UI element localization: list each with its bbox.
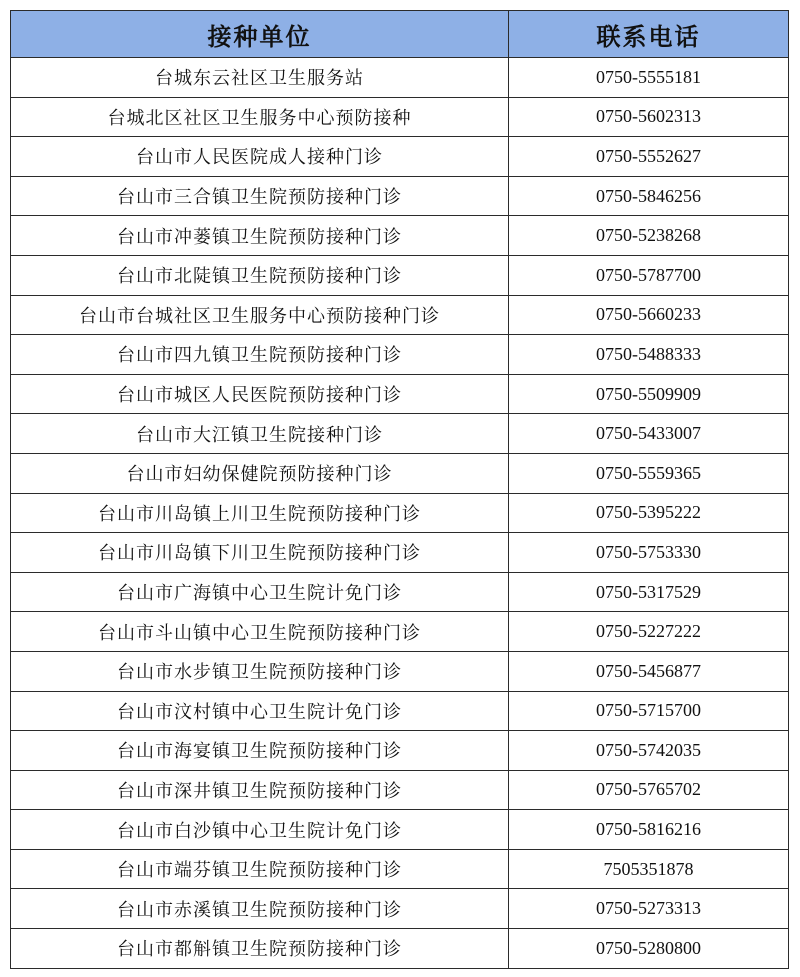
unit-name-cell: 台山市冲蒌镇卫生院预防接种门诊	[11, 216, 509, 256]
unit-name-cell: 台山市深井镇卫生院预防接种门诊	[11, 770, 509, 810]
unit-name-cell: 台山市水步镇卫生院预防接种门诊	[11, 651, 509, 691]
phone-number-cell: 0750-5395222	[509, 493, 789, 533]
table-row	[11, 849, 789, 889]
phone-number-cell: 0750-5273313	[509, 889, 789, 929]
unit-name-cell: 台山市台城社区卫生服务中心预防接种门诊	[11, 295, 509, 335]
header-row	[11, 11, 789, 58]
unit-name-cell: 台山市城区人民医院预防接种门诊	[11, 374, 509, 414]
table-row	[11, 533, 789, 573]
table-row	[11, 374, 789, 414]
phone-number-cell: 0750-5602313	[509, 97, 789, 137]
table-header	[11, 11, 789, 58]
table-row	[11, 414, 789, 454]
phone-number-cell: 0750-5555181	[509, 58, 789, 98]
unit-name-cell: 台山市斗山镇中心卫生院预防接种门诊	[11, 612, 509, 652]
table-row	[11, 612, 789, 652]
unit-name-cell: 台山市海宴镇卫生院预防接种门诊	[11, 731, 509, 771]
phone-number-cell: 0750-5660233	[509, 295, 789, 335]
phone-number-cell: 0750-5846256	[509, 176, 789, 216]
table-row	[11, 651, 789, 691]
phone-number-cell: 0750-5787700	[509, 255, 789, 295]
unit-name-cell: 台山市赤溪镇卫生院预防接种门诊	[11, 889, 509, 929]
column-header-unit: 接种单位	[11, 11, 509, 58]
vaccination-contact-table-container	[10, 10, 788, 969]
table-row	[11, 770, 789, 810]
table-row	[11, 493, 789, 533]
phone-number-cell: 0750-5433007	[509, 414, 789, 454]
phone-number-cell: 0750-5715700	[509, 691, 789, 731]
unit-name-cell: 台山市汶村镇中心卫生院计免门诊	[11, 691, 509, 731]
unit-name-cell: 台山市广海镇中心卫生院计免门诊	[11, 572, 509, 612]
table-row	[11, 889, 789, 929]
unit-name-cell: 台山市都斛镇卫生院预防接种门诊	[11, 929, 509, 969]
phone-number-cell: 0750-5559365	[509, 453, 789, 493]
unit-name-cell: 台山市白沙镇中心卫生院计免门诊	[11, 810, 509, 850]
table-row	[11, 810, 789, 850]
table-row	[11, 731, 789, 771]
phone-number-cell: 0750-5227222	[509, 612, 789, 652]
unit-name-cell: 台山市妇幼保健院预防接种门诊	[11, 453, 509, 493]
vaccination-contact-table	[10, 10, 789, 969]
unit-name-cell: 台山市端芬镇卫生院预防接种门诊	[11, 849, 509, 889]
phone-number-cell: 0750-5552627	[509, 137, 789, 177]
unit-name-cell: 台山市四九镇卫生院预防接种门诊	[11, 335, 509, 375]
unit-name-cell: 台山市川岛镇下川卫生院预防接种门诊	[11, 533, 509, 573]
unit-name-cell: 台山市北陡镇卫生院预防接种门诊	[11, 255, 509, 295]
column-header-phone: 联系电话	[509, 11, 789, 58]
phone-number-cell: 0750-5765702	[509, 770, 789, 810]
phone-number-cell: 7505351878	[509, 849, 789, 889]
table-row	[11, 453, 789, 493]
phone-number-cell: 0750-5488333	[509, 335, 789, 375]
table-row	[11, 295, 789, 335]
table-row	[11, 691, 789, 731]
table-row	[11, 929, 789, 969]
unit-name-cell: 台城东云社区卫生服务站	[11, 58, 509, 98]
table-row	[11, 572, 789, 612]
unit-name-cell: 台城北区社区卫生服务中心预防接种	[11, 97, 509, 137]
phone-number-cell: 0750-5509909	[509, 374, 789, 414]
phone-number-cell: 0750-5456877	[509, 651, 789, 691]
unit-name-cell: 台山市人民医院成人接种门诊	[11, 137, 509, 177]
table-row	[11, 255, 789, 295]
phone-number-cell: 0750-5317529	[509, 572, 789, 612]
table-body	[11, 58, 789, 969]
table-row	[11, 97, 789, 137]
phone-number-cell: 0750-5816216	[509, 810, 789, 850]
unit-name-cell: 台山市大江镇卫生院接种门诊	[11, 414, 509, 454]
phone-number-cell: 0750-5280800	[509, 929, 789, 969]
phone-number-cell: 0750-5742035	[509, 731, 789, 771]
phone-number-cell: 0750-5238268	[509, 216, 789, 256]
table-row	[11, 216, 789, 256]
table-row	[11, 58, 789, 98]
unit-name-cell: 台山市三合镇卫生院预防接种门诊	[11, 176, 509, 216]
phone-number-cell: 0750-5753330	[509, 533, 789, 573]
table-row	[11, 137, 789, 177]
unit-name-cell: 台山市川岛镇上川卫生院预防接种门诊	[11, 493, 509, 533]
table-row	[11, 176, 789, 216]
table-row	[11, 335, 789, 375]
